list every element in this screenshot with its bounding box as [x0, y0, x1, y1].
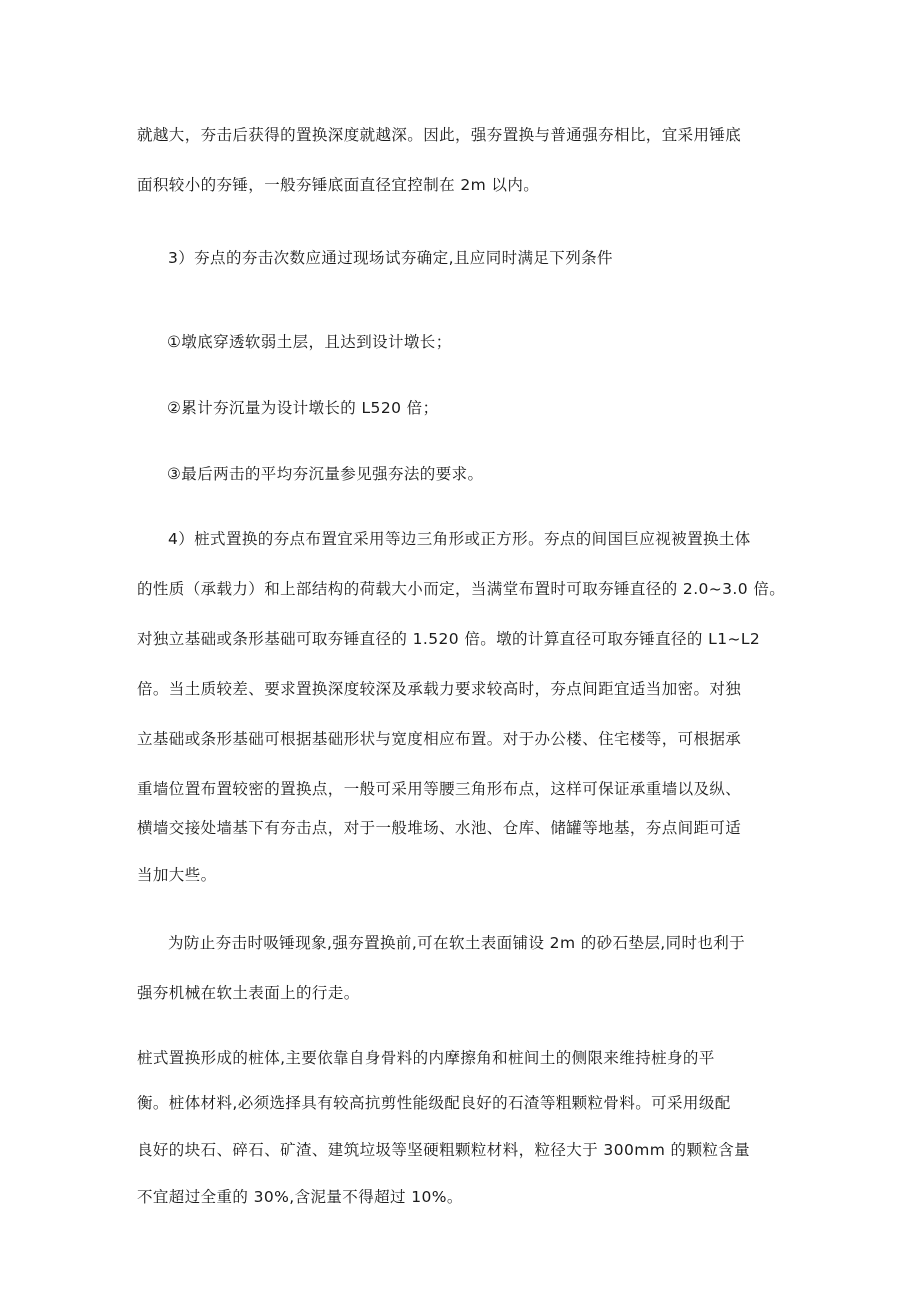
list-item: ②累计夯沉量为设计墩长的 L520 倍；: [167, 399, 439, 417]
paragraph-line: 横墙交接处墙基下有夯击点，对于一般堆场、水池、仓库、储罐等地基，夯点间距可适: [137, 819, 742, 837]
paragraph-line: 4）桩式置换的夯点布置宜采用等边三角形或正方形。夯点的间国巨应视被置换土体: [168, 530, 751, 548]
list-item: ③最后两击的平均夯沉量参见强夯法的要求。: [167, 465, 484, 483]
paragraph-line: 对独立基础或条形基础可取夯锤直径的 1.520 倍。墩的计算直径可取夯锤直径的 L1~L2: [137, 630, 761, 648]
paragraph-line: 衡。桩体材料,必须选择具有较高抗剪性能级配良好的石渣等粗颗粒骨料。可采用级配: [137, 1094, 731, 1112]
paragraph-line: 为防止夯击时吸锤现象,强夯置换前,可在软土表面铺设 2m 的砂石垫层,同时也利于: [168, 934, 746, 952]
paragraph-line: 桩式置换形成的桩体,主要依靠自身骨料的内摩擦角和桩间土的侧限来维持桩身的平: [137, 1049, 715, 1067]
section-heading: 3）夯点的夯击次数应通过现场试夯确定,且应同时满足下列条件: [168, 249, 613, 267]
paragraph-line: 倍。当土质较差、要求置换深度较深及承载力要求较高时，夯点间距宜适当加密。对独: [137, 680, 742, 698]
paragraph-line: 强夯机械在软土表面上的行走。: [137, 984, 360, 1002]
paragraph-line: 不宜超过全重的 30%,含泥量不得超过 10%。: [137, 1188, 463, 1206]
paragraph-line: 就越大，夯击后获得的置换深度就越深。因此，强夯置换与普通强夯相比，宜采用锤底: [137, 126, 742, 144]
paragraph-line: 良好的块石、碎石、矿渣、建筑垃圾等坚硬粗颗粒材料，粒径大于 300mm 的颗粒含量: [137, 1141, 751, 1159]
paragraph-line: 重墙位置布置较密的置换点，一般可采用等腰三角形布点，这样可保证承重墙以及纵、: [137, 780, 742, 798]
paragraph-line: 的性质（承载力）和上部结构的荷载大小而定，当满堂布置时可取夯锤直径的 2.0~3.0 倍。: [137, 580, 786, 598]
paragraph-line: 当加大些。: [137, 866, 217, 884]
paragraph-line: 面积较小的夯锤，一般夯锤底面直径宜控制在 2m 以内。: [137, 176, 540, 194]
paragraph-line: 立基础或条形基础可根据基础形状与宽度相应布置。对于办公楼、住宅楼等，可根据承: [137, 730, 742, 748]
list-item: ①墩底穿透软弱土层，且达到设计墩长；: [167, 333, 452, 351]
